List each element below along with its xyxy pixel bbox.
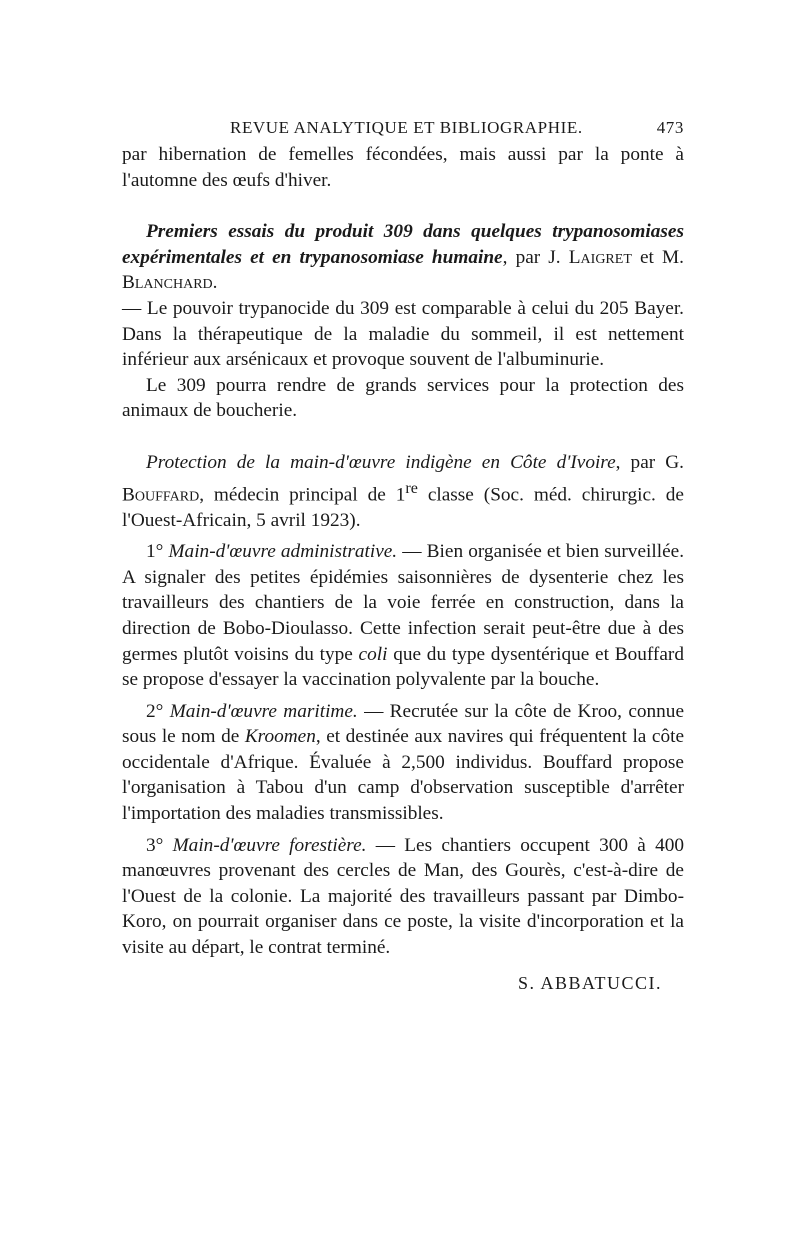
page-number: 473 xyxy=(656,118,684,137)
running-head-title: REVUE ANALYTIQUE ET BIBLIOGRAPHIE. xyxy=(230,118,583,137)
section-3-paragraph xyxy=(122,833,684,961)
section-2-italic-word: Kroomen xyxy=(244,726,316,748)
section-2-number: 2° xyxy=(146,700,164,722)
section-3-heading: Main-d'œuvre forestière. xyxy=(172,834,367,856)
section-3-number: 3° xyxy=(146,834,164,856)
intro-paragraph: par hibernation de femelles fécondées, mais aussi par la ponte à l'automne des œufs d'hiver. xyxy=(122,144,684,191)
section-1-italic-word: coli xyxy=(358,643,388,665)
article-1-author-2: Blanchard xyxy=(122,272,213,294)
running-head xyxy=(122,118,684,142)
section-1-heading: Main-d'œuvre administrative. xyxy=(168,541,398,563)
article-1-body: — Le pouvoir trypanocide du 309 est comparable à celui du 205 Bayer. Dans la thérapeutique de la maladie du sommeil, il est nettement inférieur aux arsénicaux et provoque souvent de l'albuminurie. xyxy=(122,297,684,371)
section-1-number: 1° xyxy=(146,541,164,563)
page xyxy=(122,118,684,996)
article-1-paragraph-2: Le 309 pourra rendre de grands services pour la protection des animaux de boucherie. xyxy=(122,374,684,422)
article-2-header-paragraph xyxy=(122,450,684,533)
article-2-rest-b: classe (Soc. méd. chirurgic. de l'Ouest-Africain, 5 avril 1923). xyxy=(122,483,684,531)
article-2-author: Bouffard xyxy=(122,483,200,505)
article-1-title: Premiers essais du produit 309 dans quelques trypanosomiases expérimentales et en trypanosomiase humaine xyxy=(122,221,684,268)
signature: S. ABBATUCCI. xyxy=(517,972,662,993)
section-1-text-a: — Bien organisée et bien surveillée. A signaler des petites épidémies saisonnières de dysenterie chez les travailleurs des chantiers de la voie ferrée en construction, dans la direction de Bobo-Dioulasso. Cette infection serait peut-être due à des germes plutôt voisins du type xyxy=(122,541,685,665)
article-2-title: Protection de la main-d'œuvre indigène en Côte d'Ivoire xyxy=(146,451,616,473)
section-1-text-b: que du type dysentérique et Bouffard se propose d'essayer la vaccination polyvalente par la bouche. xyxy=(122,643,684,691)
article-2-by: , par G. xyxy=(615,451,684,473)
article-2-rest-a: , médecin principal de 1 xyxy=(199,483,406,505)
article-1-and: et M. xyxy=(631,246,684,268)
section-2-text-b: , et destinée aux navires qui fréquentent la côte occidentale d'Afrique. Évaluée à 2,500 individus. Bouffard propose l'organisation à Tabou d'un camp d'observation susceptible d'arrêter l'importation des maladies transmissibles. xyxy=(122,726,684,825)
section-1-paragraph xyxy=(122,539,684,693)
section-2-heading: Main-d'œuvre maritime. xyxy=(169,700,358,722)
article-2-superscript: re xyxy=(405,479,418,497)
article-1-end: . xyxy=(212,272,218,294)
article-1-by: , par J. xyxy=(502,246,569,268)
section-2-text-a: — Recrutée sur la côte de Kroo, connue sous le nom de xyxy=(122,700,684,748)
section-2-paragraph xyxy=(122,699,684,827)
article-1-paragraph xyxy=(122,219,684,373)
article-1-author-1: Laigret xyxy=(568,246,632,268)
section-3-text: — Les chantiers occupent 300 à 400 manœuvres provenant des cercles de Man, des Gourès, c'est-à-dire de l'Ouest de la colonie. La majorité des travailleurs passant par Dimbo-Koro, on pourrait organiser dans ce poste, la visite d'incorporation et la visite au départ, le contrat terminé. xyxy=(122,834,684,959)
